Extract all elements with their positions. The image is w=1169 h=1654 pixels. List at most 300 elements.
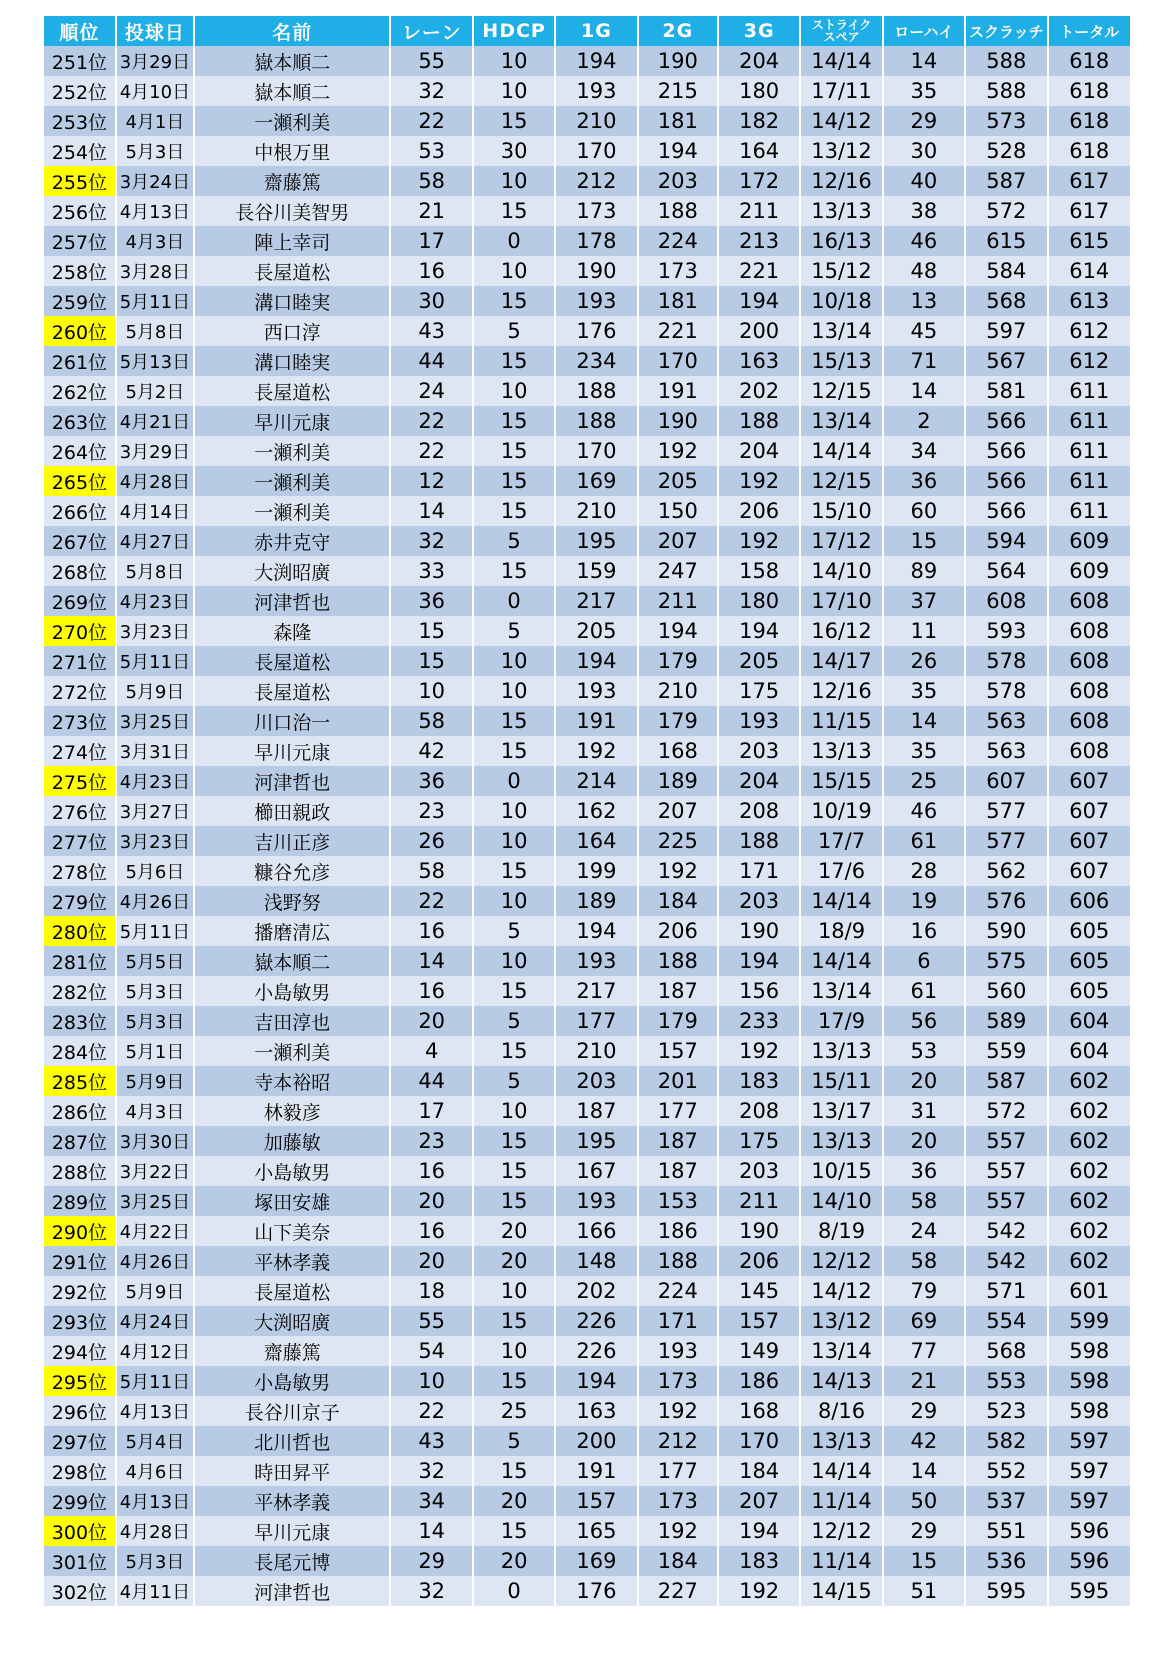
cell-scratch: 568 — [965, 286, 1047, 316]
cell-hdcp: 10 — [473, 946, 555, 976]
cell-hdcp: 15 — [473, 1036, 555, 1066]
cell-strike-spare: 10/15 — [800, 1156, 882, 1186]
cell-rank: 269位 — [44, 586, 116, 616]
table-row — [44, 556, 1130, 586]
cell-strike-spare: 8/16 — [800, 1396, 882, 1426]
cell-lane: 12 — [390, 466, 472, 496]
cell-lane: 32 — [390, 526, 472, 556]
cell-date: 3月30日 — [116, 1126, 194, 1156]
cell-total: 602 — [1048, 1156, 1131, 1186]
cell-name: 一瀬利美 — [194, 436, 390, 466]
cell-scratch: 584 — [965, 256, 1047, 286]
cell-scratch: 587 — [965, 1066, 1047, 1096]
cell-name: 早川元康 — [194, 1516, 390, 1546]
cell-game1: 194 — [555, 916, 637, 946]
cell-game2: 189 — [638, 766, 718, 796]
cell-total: 618 — [1048, 46, 1131, 76]
cell-game1: 187 — [555, 1096, 637, 1126]
cell-name: 大渕昭廣 — [194, 556, 390, 586]
cell-total: 608 — [1048, 706, 1131, 736]
cell-rank: 286位 — [44, 1096, 116, 1126]
table-row — [44, 1096, 1130, 1126]
cell-name: 寺本裕昭 — [194, 1066, 390, 1096]
cell-strike-spare: 18/9 — [800, 916, 882, 946]
cell-rank: 278位 — [44, 856, 116, 886]
cell-game2: 179 — [638, 1006, 718, 1036]
cell-total: 598 — [1048, 1396, 1131, 1426]
cell-lane: 10 — [390, 1366, 472, 1396]
cell-low-high: 11 — [883, 616, 965, 646]
cell-name: 長屋道松 — [194, 256, 390, 286]
table-row — [44, 1426, 1130, 1456]
ranking-table — [44, 16, 1130, 1606]
cell-scratch: 542 — [965, 1216, 1047, 1246]
cell-game3: 207 — [718, 1486, 800, 1516]
cell-date: 4月26日 — [116, 1246, 194, 1276]
cell-strike-spare: 15/11 — [800, 1066, 882, 1096]
cell-game3: 175 — [718, 1126, 800, 1156]
cell-rank: 279位 — [44, 886, 116, 916]
cell-game1: 176 — [555, 316, 637, 346]
cell-scratch: 581 — [965, 376, 1047, 406]
cell-rank: 296位 — [44, 1396, 116, 1426]
cell-game2: 181 — [638, 286, 718, 316]
cell-total: 611 — [1048, 496, 1131, 526]
cell-game3: 182 — [718, 106, 800, 136]
cell-low-high: 69 — [883, 1306, 965, 1336]
cell-name: 長谷川京子 — [194, 1396, 390, 1426]
cell-name: 糠谷允彦 — [194, 856, 390, 886]
cell-game2: 188 — [638, 946, 718, 976]
cell-scratch: 536 — [965, 1546, 1047, 1576]
table-row — [44, 496, 1130, 526]
cell-rank: 282位 — [44, 976, 116, 1006]
cell-game3: 194 — [718, 946, 800, 976]
table-body — [44, 46, 1130, 1606]
cell-game2: 188 — [638, 196, 718, 226]
cell-game3: 194 — [718, 616, 800, 646]
cell-date: 5月9日 — [116, 1276, 194, 1306]
cell-low-high: 61 — [883, 826, 965, 856]
cell-strike-spare: 13/17 — [800, 1096, 882, 1126]
cell-lane: 22 — [390, 436, 472, 466]
cell-lane: 58 — [390, 856, 472, 886]
table-header — [44, 16, 1130, 46]
cell-total: 618 — [1048, 136, 1131, 166]
cell-name: 長屋道松 — [194, 676, 390, 706]
table-row — [44, 1066, 1130, 1096]
cell-scratch: 557 — [965, 1156, 1047, 1186]
cell-total: 599 — [1048, 1306, 1131, 1336]
cell-rank: 266位 — [44, 496, 116, 526]
cell-date: 5月4日 — [116, 1426, 194, 1456]
cell-total: 602 — [1048, 1216, 1131, 1246]
cell-scratch: 567 — [965, 346, 1047, 376]
cell-rank: 285位 — [44, 1066, 116, 1096]
cell-date: 4月13日 — [116, 1486, 194, 1516]
cell-strike-spare: 16/13 — [800, 226, 882, 256]
cell-rank: 293位 — [44, 1306, 116, 1336]
cell-name: 川口治一 — [194, 706, 390, 736]
cell-scratch: 572 — [965, 196, 1047, 226]
cell-date: 5月9日 — [116, 1066, 194, 1096]
table-row — [44, 166, 1130, 196]
cell-game2: 177 — [638, 1096, 718, 1126]
cell-strike-spare: 12/16 — [800, 166, 882, 196]
cell-rank: 268位 — [44, 556, 116, 586]
cell-low-high: 51 — [883, 1576, 965, 1606]
cell-date: 3月23日 — [116, 616, 194, 646]
cell-name: 河津哲也 — [194, 766, 390, 796]
cell-strike-spare: 11/14 — [800, 1486, 882, 1516]
cell-hdcp: 10 — [473, 676, 555, 706]
cell-name: 中根万里 — [194, 136, 390, 166]
cell-hdcp: 5 — [473, 916, 555, 946]
cell-game1: 200 — [555, 1426, 637, 1456]
table-row — [44, 916, 1130, 946]
cell-game3: 211 — [718, 1186, 800, 1216]
cell-low-high: 56 — [883, 1006, 965, 1036]
cell-game3: 200 — [718, 316, 800, 346]
cell-hdcp: 15 — [473, 1126, 555, 1156]
cell-name: 早川元康 — [194, 406, 390, 436]
cell-lane: 14 — [390, 946, 472, 976]
cell-game1: 167 — [555, 1156, 637, 1186]
cell-lane: 54 — [390, 1336, 472, 1366]
cell-total: 607 — [1048, 796, 1131, 826]
header-name: 名前 — [194, 16, 390, 46]
cell-name: 一瀬利美 — [194, 466, 390, 496]
cell-date: 4月22日 — [116, 1216, 194, 1246]
cell-total: 613 — [1048, 286, 1131, 316]
cell-game1: 217 — [555, 976, 637, 1006]
cell-scratch: 577 — [965, 826, 1047, 856]
cell-hdcp: 15 — [473, 346, 555, 376]
cell-name: 山下美奈 — [194, 1216, 390, 1246]
cell-low-high: 28 — [883, 856, 965, 886]
cell-date: 5月3日 — [116, 1546, 194, 1576]
cell-game2: 193 — [638, 1336, 718, 1366]
header-strike-spare-line1: ストライク — [811, 18, 872, 32]
cell-hdcp: 15 — [473, 436, 555, 466]
table-row — [44, 1126, 1130, 1156]
cell-strike-spare: 13/14 — [800, 316, 882, 346]
cell-scratch: 608 — [965, 586, 1047, 616]
cell-game2: 221 — [638, 316, 718, 346]
cell-game2: 188 — [638, 1246, 718, 1276]
cell-lane: 26 — [390, 826, 472, 856]
cell-low-high: 50 — [883, 1486, 965, 1516]
cell-scratch: 575 — [965, 946, 1047, 976]
cell-rank: 294位 — [44, 1336, 116, 1366]
cell-total: 605 — [1048, 976, 1131, 1006]
cell-date: 4月13日 — [116, 1396, 194, 1426]
cell-scratch: 564 — [965, 556, 1047, 586]
cell-game3: 163 — [718, 346, 800, 376]
cell-rank: 259位 — [44, 286, 116, 316]
cell-total: 611 — [1048, 466, 1131, 496]
cell-game2: 179 — [638, 646, 718, 676]
cell-strike-spare: 14/10 — [800, 1186, 882, 1216]
cell-hdcp: 20 — [473, 1486, 555, 1516]
cell-low-high: 14 — [883, 46, 965, 76]
cell-total: 607 — [1048, 826, 1131, 856]
cell-lane: 22 — [390, 1396, 472, 1426]
header-date: 投球日 — [116, 16, 194, 46]
cell-low-high: 48 — [883, 256, 965, 286]
cell-game1: 163 — [555, 1396, 637, 1426]
cell-game2: 171 — [638, 1306, 718, 1336]
cell-total: 602 — [1048, 1096, 1131, 1126]
ranking-sheet — [44, 16, 1130, 1606]
cell-game3: 208 — [718, 1096, 800, 1126]
cell-low-high: 14 — [883, 376, 965, 406]
cell-lane: 20 — [390, 1186, 472, 1216]
cell-low-high: 38 — [883, 196, 965, 226]
cell-strike-spare: 14/12 — [800, 1276, 882, 1306]
cell-rank: 260位 — [44, 316, 116, 346]
cell-game1: 194 — [555, 1366, 637, 1396]
cell-scratch: 615 — [965, 226, 1047, 256]
cell-lane: 23 — [390, 796, 472, 826]
cell-rank: 275位 — [44, 766, 116, 796]
cell-rank: 301位 — [44, 1546, 116, 1576]
cell-scratch: 542 — [965, 1246, 1047, 1276]
cell-rank: 289位 — [44, 1186, 116, 1216]
cell-strike-spare: 11/14 — [800, 1546, 882, 1576]
cell-game3: 203 — [718, 736, 800, 766]
cell-date: 4月1日 — [116, 106, 194, 136]
cell-game3: 193 — [718, 706, 800, 736]
cell-hdcp: 10 — [473, 256, 555, 286]
cell-hdcp: 15 — [473, 466, 555, 496]
cell-scratch: 587 — [965, 166, 1047, 196]
cell-low-high: 37 — [883, 586, 965, 616]
header-rank: 順位 — [44, 16, 116, 46]
cell-game1: 195 — [555, 526, 637, 556]
cell-rank: 271位 — [44, 646, 116, 676]
cell-hdcp: 15 — [473, 496, 555, 526]
cell-rank: 262位 — [44, 376, 116, 406]
cell-scratch: 588 — [965, 46, 1047, 76]
cell-game3: 190 — [718, 1216, 800, 1246]
cell-low-high: 26 — [883, 646, 965, 676]
cell-lane: 32 — [390, 1456, 472, 1486]
cell-hdcp: 10 — [473, 646, 555, 676]
cell-low-high: 29 — [883, 106, 965, 136]
cell-game1: 214 — [555, 766, 637, 796]
cell-scratch: 573 — [965, 106, 1047, 136]
cell-game2: 190 — [638, 406, 718, 436]
cell-game2: 153 — [638, 1186, 718, 1216]
cell-date: 5月8日 — [116, 556, 194, 586]
cell-lane: 34 — [390, 1486, 472, 1516]
cell-game2: 194 — [638, 616, 718, 646]
cell-total: 598 — [1048, 1366, 1131, 1396]
cell-strike-spare: 17/7 — [800, 826, 882, 856]
cell-lane: 58 — [390, 706, 472, 736]
cell-scratch: 563 — [965, 736, 1047, 766]
cell-name: 平林孝義 — [194, 1246, 390, 1276]
cell-lane: 4 — [390, 1036, 472, 1066]
cell-name: 浅野努 — [194, 886, 390, 916]
cell-rank: 251位 — [44, 46, 116, 76]
cell-scratch: 563 — [965, 706, 1047, 736]
cell-scratch: 588 — [965, 76, 1047, 106]
cell-date: 4月13日 — [116, 196, 194, 226]
cell-strike-spare: 17/11 — [800, 76, 882, 106]
cell-date: 4月21日 — [116, 406, 194, 436]
cell-scratch: 566 — [965, 406, 1047, 436]
cell-game1: 217 — [555, 586, 637, 616]
cell-game2: 173 — [638, 256, 718, 286]
cell-name: 赤井克守 — [194, 526, 390, 556]
cell-date: 5月13日 — [116, 346, 194, 376]
cell-game3: 204 — [718, 766, 800, 796]
cell-scratch: 553 — [965, 1366, 1047, 1396]
cell-total: 605 — [1048, 946, 1131, 976]
cell-game2: 247 — [638, 556, 718, 586]
cell-low-high: 20 — [883, 1066, 965, 1096]
cell-game3: 172 — [718, 166, 800, 196]
cell-rank: 276位 — [44, 796, 116, 826]
table-row — [44, 976, 1130, 1006]
cell-rank: 295位 — [44, 1366, 116, 1396]
cell-total: 609 — [1048, 556, 1131, 586]
cell-lane: 44 — [390, 1066, 472, 1096]
cell-date: 3月25日 — [116, 1186, 194, 1216]
cell-rank: 288位 — [44, 1156, 116, 1186]
cell-lane: 53 — [390, 136, 472, 166]
cell-strike-spare: 13/12 — [800, 1306, 882, 1336]
cell-rank: 284位 — [44, 1036, 116, 1066]
header-lane: レーン — [390, 16, 472, 46]
cell-game1: 193 — [555, 76, 637, 106]
cell-lane: 18 — [390, 1276, 472, 1306]
cell-total: 596 — [1048, 1546, 1131, 1576]
cell-lane: 36 — [390, 586, 472, 616]
cell-game3: 204 — [718, 436, 800, 466]
cell-scratch: 576 — [965, 886, 1047, 916]
cell-lane: 10 — [390, 676, 472, 706]
cell-name: 溝口睦実 — [194, 346, 390, 376]
cell-strike-spare: 15/15 — [800, 766, 882, 796]
cell-total: 602 — [1048, 1246, 1131, 1276]
cell-name: 小島敏男 — [194, 1366, 390, 1396]
cell-game3: 203 — [718, 886, 800, 916]
cell-hdcp: 10 — [473, 826, 555, 856]
cell-name: 齋藤篤 — [194, 1336, 390, 1366]
cell-game1: 203 — [555, 1066, 637, 1096]
cell-date: 5月5日 — [116, 946, 194, 976]
cell-game3: 183 — [718, 1546, 800, 1576]
table-row — [44, 676, 1130, 706]
cell-low-high: 16 — [883, 916, 965, 946]
cell-total: 608 — [1048, 616, 1131, 646]
cell-date: 3月23日 — [116, 826, 194, 856]
cell-strike-spare: 14/14 — [800, 946, 882, 976]
cell-scratch: 590 — [965, 916, 1047, 946]
cell-total: 608 — [1048, 586, 1131, 616]
cell-low-high: 20 — [883, 1126, 965, 1156]
cell-low-high: 19 — [883, 886, 965, 916]
cell-rank: 298位 — [44, 1456, 116, 1486]
table-row — [44, 796, 1130, 826]
cell-strike-spare: 13/13 — [800, 1126, 882, 1156]
cell-scratch: 571 — [965, 1276, 1047, 1306]
cell-game3: 208 — [718, 796, 800, 826]
table-row — [44, 256, 1130, 286]
cell-game1: 162 — [555, 796, 637, 826]
table-row — [44, 1336, 1130, 1366]
cell-low-high: 6 — [883, 946, 965, 976]
cell-date: 5月11日 — [116, 1366, 194, 1396]
cell-game3: 206 — [718, 496, 800, 526]
cell-total: 611 — [1048, 376, 1131, 406]
cell-game2: 187 — [638, 1126, 718, 1156]
cell-hdcp: 30 — [473, 136, 555, 166]
cell-scratch: 578 — [965, 676, 1047, 706]
cell-date: 4月14日 — [116, 496, 194, 526]
cell-game2: 177 — [638, 1456, 718, 1486]
cell-date: 4月27日 — [116, 526, 194, 556]
cell-hdcp: 0 — [473, 1576, 555, 1606]
cell-game3: 233 — [718, 1006, 800, 1036]
cell-rank: 258位 — [44, 256, 116, 286]
cell-hdcp: 0 — [473, 226, 555, 256]
cell-lane: 44 — [390, 346, 472, 376]
cell-hdcp: 15 — [473, 1186, 555, 1216]
cell-strike-spare: 15/13 — [800, 346, 882, 376]
cell-low-high: 30 — [883, 136, 965, 166]
cell-hdcp: 20 — [473, 1246, 555, 1276]
cell-scratch: 582 — [965, 1426, 1047, 1456]
cell-game3: 192 — [718, 1036, 800, 1066]
cell-name: 河津哲也 — [194, 1576, 390, 1606]
cell-game2: 210 — [638, 676, 718, 706]
cell-scratch: 551 — [965, 1516, 1047, 1546]
cell-scratch: 589 — [965, 1006, 1047, 1036]
cell-lane: 43 — [390, 1426, 472, 1456]
cell-name: 時田昇平 — [194, 1456, 390, 1486]
cell-name: 小島敏男 — [194, 1156, 390, 1186]
cell-name: 森隆 — [194, 616, 390, 646]
cell-hdcp: 15 — [473, 556, 555, 586]
cell-rank: 267位 — [44, 526, 116, 556]
cell-total: 604 — [1048, 1036, 1131, 1066]
cell-hdcp: 10 — [473, 376, 555, 406]
cell-strike-spare: 14/17 — [800, 646, 882, 676]
cell-low-high: 29 — [883, 1516, 965, 1546]
cell-strike-spare: 12/15 — [800, 466, 882, 496]
cell-game1: 188 — [555, 406, 637, 436]
cell-scratch: 566 — [965, 466, 1047, 496]
cell-strike-spare: 10/19 — [800, 796, 882, 826]
cell-lane: 55 — [390, 1306, 472, 1336]
cell-game2: 227 — [638, 1576, 718, 1606]
cell-date: 5月11日 — [116, 916, 194, 946]
cell-scratch: 552 — [965, 1456, 1047, 1486]
cell-total: 612 — [1048, 346, 1131, 376]
cell-lane: 33 — [390, 556, 472, 586]
cell-low-high: 14 — [883, 706, 965, 736]
table-row — [44, 136, 1130, 166]
cell-game1: 202 — [555, 1276, 637, 1306]
cell-game2: 224 — [638, 226, 718, 256]
cell-rank: 297位 — [44, 1426, 116, 1456]
header-strike-spare — [800, 16, 882, 46]
header-low-high: ローハイ — [883, 16, 965, 46]
